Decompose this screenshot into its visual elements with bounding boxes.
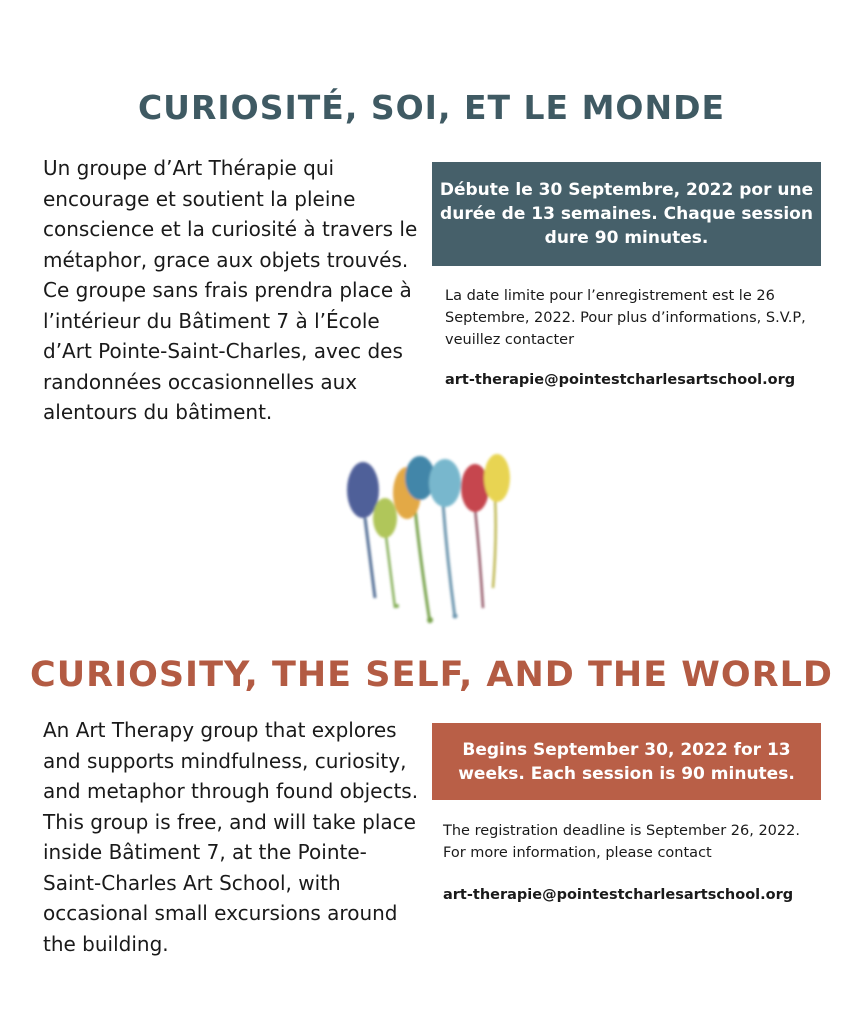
- french-title: CURIOSITÉ, SOI, ET LE MONDE: [137, 88, 726, 127]
- english-contact-email[interactable]: art-therapie@pointestcharlesartschool.org: [443, 887, 794, 903]
- english-deadline-text: The registration deadline is September 26, 2022. For more information, please contact: [443, 823, 800, 861]
- french-contact-email[interactable]: art-therapie@pointestcharlesartschool.org: [445, 372, 796, 388]
- english-title: CURIOSITY, THE SELF, AND THE WORLD: [30, 655, 833, 695]
- french-deadline-text: La date limite pour l’enregistrement est le 26 Septembre, 2022. Pour plus d’informations, S.V.P, veuillez contacter: [445, 288, 806, 348]
- french-schedule-box: [432, 162, 821, 266]
- english-schedule-box: [432, 723, 821, 800]
- watercolor-flowers-svg: [335, 448, 520, 628]
- watercolor-flowers-icon: [335, 448, 520, 628]
- french-schedule-text: Débute le 30 Septembre, 2022 por une durée de 13 semaines. Chaque session dure 90 minutes.: [439, 180, 814, 248]
- french-description: Un groupe d’Art Thérapie qui encourage et soutient la pleine conscience et la curiosité à travers le métaphor, grace aux objets trouvés. Ce groupe sans frais prendra place à l’intérieur du Bâtiment 7 à l’École d’Art Pointe-Saint-Charles, avec des randonnées occasionnelles aux alentours du bâtiment.: [43, 156, 418, 424]
- english-schedule-text: Begins September 30, 2022 for 13 weeks. Each session is 90 minutes.: [458, 739, 795, 784]
- english-description: An Art Therapy group that explores and supports mindfulness, curiosity, and metaphor through found objects. This group is free, and will take place inside Bâtiment 7, at the Pointe-Saint-Charles Art School, with occasional small excursions around the building.: [43, 718, 419, 956]
